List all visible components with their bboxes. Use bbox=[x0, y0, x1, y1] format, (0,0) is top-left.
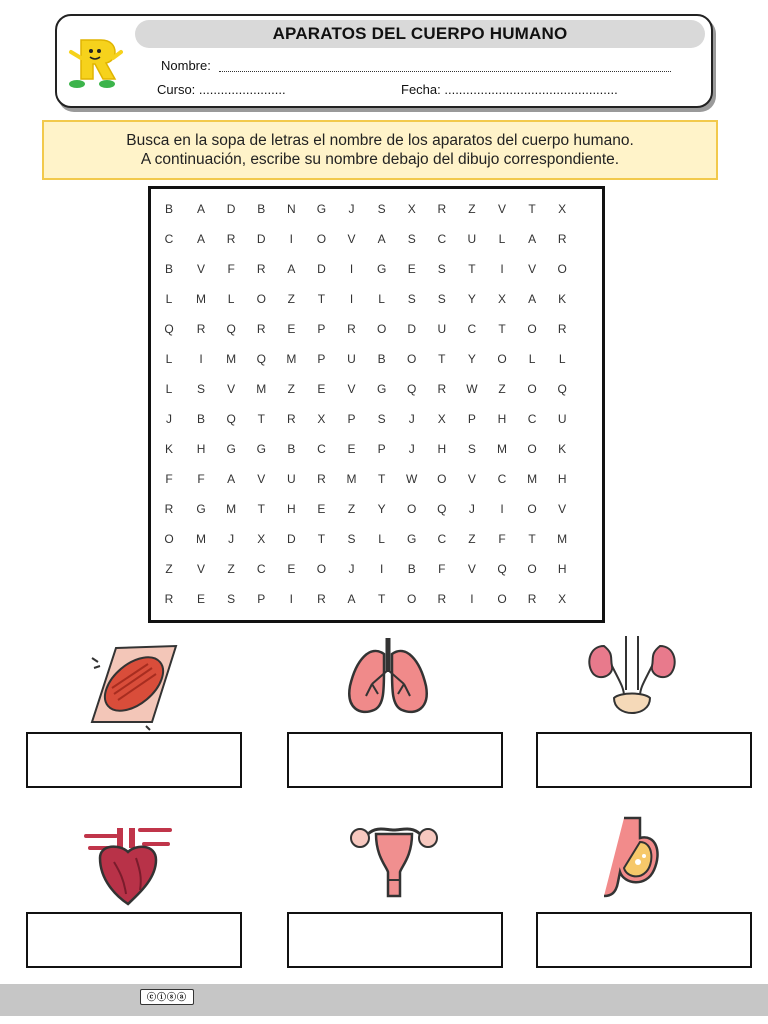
word-search-letter[interactable]: H bbox=[557, 562, 567, 576]
word-search-letter[interactable]: G bbox=[196, 502, 206, 516]
kidneys-bladder-icon bbox=[584, 632, 680, 728]
word-search-letter[interactable]: B bbox=[197, 412, 206, 426]
word-search-letter[interactable]: M bbox=[496, 442, 507, 456]
word-search-letter[interactable]: F bbox=[165, 472, 173, 486]
word-search-grid bbox=[152, 194, 604, 614]
word-search-letter[interactable]: J bbox=[228, 532, 235, 546]
word-search-letter[interactable]: X bbox=[407, 202, 416, 216]
word-search-letter[interactable]: T bbox=[377, 592, 386, 606]
word-search-letter[interactable]: R bbox=[196, 322, 206, 336]
word-search-letter[interactable]: O bbox=[527, 502, 537, 516]
word-search-letter[interactable]: L bbox=[227, 292, 235, 306]
word-search-letter[interactable]: T bbox=[468, 262, 476, 276]
word-search-letter[interactable]: P bbox=[317, 322, 326, 336]
word-search-letter[interactable]: C bbox=[467, 322, 477, 336]
stomach-icon bbox=[596, 812, 692, 908]
word-search-letter[interactable]: K bbox=[558, 292, 567, 306]
word-search-letter[interactable]: B bbox=[164, 202, 173, 216]
word-search-letter[interactable]: A bbox=[528, 232, 537, 246]
word-search-letter[interactable]: W bbox=[406, 472, 418, 486]
word-search-row bbox=[152, 554, 604, 584]
word-search-letter[interactable]: S bbox=[377, 202, 386, 216]
word-search-letter[interactable]: L bbox=[378, 532, 385, 546]
word-search-row bbox=[152, 464, 604, 494]
word-search-letter[interactable]: L bbox=[528, 352, 536, 366]
word-search-letter[interactable]: C bbox=[164, 232, 174, 246]
word-search-letter[interactable]: G bbox=[256, 442, 266, 456]
word-search-letter[interactable]: X bbox=[437, 412, 446, 426]
word-search-letter[interactable]: M bbox=[226, 502, 237, 516]
word-search-row bbox=[152, 374, 604, 404]
word-search-row bbox=[152, 254, 604, 284]
word-search-letter[interactable]: R bbox=[437, 592, 447, 606]
word-search-letter[interactable]: S bbox=[407, 292, 416, 306]
heart-icon bbox=[80, 818, 176, 914]
word-search-letter[interactable]: A bbox=[197, 202, 206, 216]
word-search-letter[interactable]: Z bbox=[347, 502, 356, 516]
word-search-letter[interactable]: Z bbox=[227, 562, 235, 576]
word-search-letter[interactable]: E bbox=[287, 562, 296, 576]
word-search-row bbox=[152, 314, 604, 344]
word-search-letter[interactable]: R bbox=[317, 472, 326, 486]
word-search-letter[interactable]: M bbox=[196, 532, 207, 546]
word-search-letter[interactable]: N bbox=[286, 202, 296, 216]
word-search-row bbox=[152, 284, 604, 314]
word-search-letter[interactable]: S bbox=[437, 262, 446, 276]
header-card bbox=[55, 14, 713, 108]
word-search-letter[interactable]: Z bbox=[287, 382, 295, 396]
word-search-letter[interactable]: T bbox=[257, 502, 265, 516]
word-search-letter[interactable]: Z bbox=[287, 292, 295, 306]
word-search-letter[interactable]: S bbox=[407, 232, 416, 246]
word-search-letter[interactable]: B bbox=[257, 202, 266, 216]
word-search-letter[interactable]: O bbox=[437, 472, 447, 486]
word-search-letter[interactable]: C bbox=[497, 472, 507, 486]
word-search-letter[interactable]: F bbox=[438, 562, 446, 576]
word-search-letter[interactable]: G bbox=[376, 262, 387, 276]
word-search-letter[interactable]: C bbox=[437, 532, 447, 546]
word-search-letter[interactable]: S bbox=[377, 412, 386, 426]
word-search-letter[interactable]: O bbox=[557, 262, 567, 276]
word-search-letter[interactable]: Z bbox=[468, 532, 476, 546]
word-search-letter[interactable]: T bbox=[498, 322, 506, 336]
muscle-icon bbox=[86, 638, 182, 734]
word-search-letter[interactable]: T bbox=[317, 532, 326, 546]
word-search-letter[interactable]: C bbox=[317, 442, 326, 456]
word-search-letter[interactable]: U bbox=[557, 412, 567, 426]
word-search-letter[interactable]: G bbox=[316, 202, 327, 216]
word-search-letter[interactable]: I bbox=[500, 502, 504, 516]
word-search-letter[interactable]: R bbox=[317, 592, 326, 606]
word-search-letter[interactable]: J bbox=[408, 442, 415, 456]
word-search-letter[interactable]: O bbox=[497, 352, 507, 366]
word-search-letter[interactable]: R bbox=[347, 322, 356, 336]
word-search-letter[interactable]: T bbox=[528, 202, 536, 216]
word-search-letter[interactable]: O bbox=[316, 562, 327, 576]
word-search-letter[interactable]: E bbox=[287, 322, 296, 336]
word-search-letter[interactable]: R bbox=[527, 592, 537, 606]
word-search-letter[interactable]: D bbox=[286, 532, 296, 546]
word-search-letter[interactable]: I bbox=[349, 262, 354, 276]
word-search-letter[interactable]: S bbox=[437, 292, 446, 306]
word-search-letter[interactable]: L bbox=[558, 352, 566, 366]
word-search-letter[interactable]: O bbox=[407, 592, 417, 606]
word-search-letter[interactable]: Q bbox=[226, 412, 236, 426]
word-search-letter[interactable]: Q bbox=[407, 382, 417, 396]
word-search-letter[interactable]: Q bbox=[497, 562, 507, 576]
word-search-letter[interactable]: Q bbox=[256, 352, 266, 366]
word-search-letter[interactable]: U bbox=[286, 472, 296, 486]
instruction-line-1: Busca en la sopa de letras el nombre de los aparatos del cuerpo humano. bbox=[126, 132, 634, 149]
word-search-letter[interactable]: S bbox=[467, 442, 476, 456]
word-search-letter[interactable]: C bbox=[256, 562, 266, 576]
word-search-letter[interactable]: T bbox=[377, 472, 386, 486]
word-search-letter[interactable]: I bbox=[379, 562, 384, 576]
word-search-letter[interactable]: Z bbox=[468, 202, 476, 216]
word-search-letter[interactable]: A bbox=[377, 232, 386, 246]
word-search-letter[interactable]: R bbox=[164, 502, 174, 516]
word-search-letter[interactable]: A bbox=[528, 292, 537, 306]
word-search-letter[interactable]: O bbox=[527, 382, 537, 396]
word-search-letter[interactable]: F bbox=[498, 532, 506, 546]
word-search-letter[interactable]: R bbox=[437, 202, 447, 216]
word-search-letter[interactable]: A bbox=[347, 592, 356, 606]
word-search-letter[interactable]: T bbox=[528, 532, 536, 546]
word-search-letter[interactable]: U bbox=[467, 232, 477, 246]
word-search-letter[interactable]: Y bbox=[377, 502, 386, 516]
word-search-row bbox=[152, 434, 604, 464]
instruction-line-2: A continuación, escribe su nombre debajo del dibujo correspondiente. bbox=[140, 151, 620, 168]
word-search-letter[interactable]: D bbox=[256, 232, 266, 246]
word-search-letter[interactable]: C bbox=[527, 412, 537, 426]
word-search-letter[interactable]: B bbox=[407, 562, 416, 576]
word-search-letter[interactable]: Q bbox=[557, 382, 567, 396]
word-search-letter[interactable]: O bbox=[497, 592, 507, 606]
word-search-letter[interactable]: Q bbox=[164, 322, 174, 336]
word-search-row bbox=[152, 494, 604, 524]
word-search-letter[interactable]: R bbox=[164, 592, 174, 606]
word-search-letter[interactable]: O bbox=[376, 322, 387, 336]
word-search-letter[interactable]: V bbox=[197, 562, 206, 576]
worksheet-title: APARATOS DEL CUERPO HUMANO bbox=[135, 20, 705, 48]
word-search-letter[interactable]: P bbox=[347, 412, 356, 426]
word-search-letter[interactable]: V bbox=[347, 382, 356, 396]
word-search-row bbox=[152, 524, 604, 554]
word-search-letter[interactable]: R bbox=[286, 412, 296, 426]
word-search-letter[interactable]: I bbox=[500, 262, 504, 276]
word-search-letter[interactable]: S bbox=[227, 592, 236, 606]
word-search-letter[interactable]: M bbox=[226, 352, 237, 366]
date-field[interactable]: Fecha: ................................................ bbox=[401, 82, 618, 97]
cc-license-icon: ⓒⓘⓢⓐ bbox=[140, 989, 194, 1005]
word-search-letter[interactable]: Q bbox=[437, 502, 447, 516]
word-search-letter[interactable]: Z bbox=[165, 562, 173, 576]
name-field[interactable] bbox=[219, 61, 671, 72]
word-search-letter[interactable]: B bbox=[377, 352, 386, 366]
word-search-letter[interactable]: G bbox=[226, 442, 236, 456]
word-search-letter[interactable]: R bbox=[256, 322, 266, 336]
word-search-letter[interactable]: O bbox=[316, 232, 327, 246]
word-search-letter[interactable]: L bbox=[165, 352, 173, 366]
word-search-letter[interactable]: V bbox=[497, 202, 506, 216]
word-search-letter[interactable]: T bbox=[438, 352, 446, 366]
word-search-letter[interactable]: R bbox=[256, 262, 266, 276]
word-search-letter[interactable]: A bbox=[197, 232, 206, 246]
answer-box-stomach[interactable] bbox=[536, 912, 752, 968]
word-search-letter[interactable]: B bbox=[164, 262, 173, 276]
word-search-letter[interactable]: S bbox=[197, 382, 206, 396]
word-search-letter[interactable]: P bbox=[467, 412, 476, 426]
word-search-letter[interactable]: F bbox=[197, 472, 205, 486]
word-search-letter[interactable]: E bbox=[317, 502, 326, 516]
word-search-letter[interactable]: M bbox=[256, 382, 267, 396]
word-search-letter[interactable]: I bbox=[289, 232, 293, 246]
word-search-letter[interactable]: J bbox=[348, 202, 355, 216]
answer-box-lungs[interactable] bbox=[287, 732, 503, 788]
word-search-letter[interactable]: U bbox=[347, 352, 356, 366]
word-search-letter[interactable]: S bbox=[347, 532, 356, 546]
word-search-row bbox=[152, 584, 604, 614]
word-search-letter[interactable]: X bbox=[257, 532, 266, 546]
word-search-letter[interactable]: Q bbox=[226, 322, 236, 336]
mascot-logo-icon bbox=[63, 32, 123, 96]
word-search-letter[interactable]: V bbox=[197, 262, 206, 276]
word-search-letter[interactable]: I bbox=[289, 592, 293, 606]
word-search-letter[interactable]: Y bbox=[467, 352, 476, 366]
word-search-letter[interactable]: E bbox=[347, 442, 356, 456]
word-search-letter[interactable]: M bbox=[196, 292, 207, 306]
word-search-letter[interactable]: C bbox=[437, 232, 447, 246]
word-search-letter[interactable]: P bbox=[377, 442, 386, 456]
word-search-letter[interactable]: M bbox=[527, 472, 538, 486]
word-search-letter[interactable]: R bbox=[557, 232, 567, 246]
word-search-letter[interactable]: E bbox=[197, 592, 206, 606]
word-search-letter[interactable]: J bbox=[166, 412, 172, 426]
word-search-letter[interactable]: A bbox=[287, 262, 296, 276]
word-search-letter[interactable]: X bbox=[558, 202, 567, 216]
word-search-letter[interactable]: T bbox=[257, 412, 265, 426]
word-search-letter[interactable]: H bbox=[557, 472, 567, 486]
word-search-letter[interactable]: V bbox=[347, 232, 356, 246]
instruction-box bbox=[42, 120, 718, 180]
answer-box-uterus[interactable] bbox=[287, 912, 503, 968]
word-search-letter[interactable]: H bbox=[497, 412, 507, 426]
word-search-letter[interactable]: W bbox=[466, 382, 478, 396]
word-search-letter[interactable]: J bbox=[348, 562, 355, 576]
word-search-letter[interactable]: V bbox=[257, 472, 266, 486]
word-search-letter[interactable]: P bbox=[257, 592, 266, 606]
word-search-letter[interactable]: L bbox=[498, 232, 506, 246]
word-search-letter[interactable]: L bbox=[165, 292, 173, 306]
word-search-letter[interactable]: E bbox=[317, 382, 326, 396]
word-search-letter[interactable]: V bbox=[467, 472, 476, 486]
word-search-letter[interactable]: L bbox=[165, 382, 173, 396]
word-search-letter[interactable]: K bbox=[164, 442, 173, 456]
word-search-letter[interactable]: U bbox=[437, 322, 447, 336]
word-search-letter[interactable]: D bbox=[226, 202, 236, 216]
word-search-letter[interactable]: X bbox=[558, 592, 567, 606]
word-search-letter[interactable]: I bbox=[349, 292, 354, 306]
word-search-letter[interactable]: K bbox=[558, 442, 567, 456]
word-search-letter[interactable]: M bbox=[346, 472, 357, 486]
word-search-row bbox=[152, 404, 604, 434]
word-search-letter[interactable]: O bbox=[527, 322, 537, 336]
word-search-letter[interactable]: I bbox=[470, 592, 474, 606]
word-search-letter[interactable]: O bbox=[527, 562, 537, 576]
word-search-row bbox=[152, 194, 604, 224]
word-search-letter[interactable]: X bbox=[497, 292, 506, 306]
word-search-letter[interactable]: O bbox=[527, 442, 537, 456]
word-search-letter[interactable]: V bbox=[528, 262, 537, 276]
uterus-icon bbox=[346, 816, 442, 912]
answer-box-muscle[interactable] bbox=[26, 732, 242, 788]
word-search-letter[interactable]: Z bbox=[498, 382, 506, 396]
word-search-letter[interactable]: R bbox=[557, 322, 567, 336]
word-search-letter[interactable]: V bbox=[558, 502, 567, 516]
course-field[interactable]: Curso: ........................ bbox=[157, 82, 286, 97]
word-search-letter[interactable]: O bbox=[407, 352, 417, 366]
word-search-letter[interactable]: P bbox=[317, 352, 326, 366]
word-search-letter[interactable]: R bbox=[437, 382, 447, 396]
word-search-letter[interactable]: T bbox=[317, 292, 326, 306]
word-search-letter[interactable]: J bbox=[408, 412, 415, 426]
word-search-letter[interactable]: G bbox=[407, 532, 417, 546]
word-search-letter[interactable]: D bbox=[317, 262, 326, 276]
word-search-letter[interactable]: X bbox=[317, 412, 326, 426]
word-search-letter[interactable]: M bbox=[286, 352, 297, 366]
word-search-letter[interactable]: R bbox=[226, 232, 236, 246]
name-label: Nombre: bbox=[161, 58, 211, 73]
word-search-letter[interactable]: B bbox=[287, 442, 296, 456]
word-search-letter[interactable]: J bbox=[468, 502, 475, 516]
word-search-letter[interactable]: O bbox=[164, 532, 174, 546]
word-search-letter[interactable]: V bbox=[227, 382, 236, 396]
word-search-letter[interactable]: Y bbox=[467, 292, 476, 306]
word-search-letter[interactable]: I bbox=[199, 352, 203, 366]
word-search-letter[interactable]: D bbox=[407, 322, 417, 336]
word-search-row bbox=[152, 224, 604, 254]
word-search-letter[interactable]: L bbox=[378, 292, 385, 306]
word-search-row bbox=[152, 344, 604, 374]
answer-box-heart[interactable] bbox=[26, 912, 242, 968]
word-search-letter[interactable]: M bbox=[557, 532, 568, 546]
word-search-letter[interactable]: O bbox=[256, 292, 266, 306]
word-search-letter[interactable]: F bbox=[227, 262, 235, 276]
word-search-letter[interactable]: V bbox=[467, 562, 476, 576]
word-search-letter[interactable]: H bbox=[286, 502, 296, 516]
lungs-icon bbox=[340, 630, 436, 726]
word-search-letter[interactable]: O bbox=[407, 502, 417, 516]
word-search-letter[interactable]: H bbox=[437, 442, 447, 456]
word-search-letter[interactable]: G bbox=[376, 382, 387, 396]
word-search-letter[interactable]: A bbox=[227, 472, 236, 486]
answer-box-kidneys[interactable] bbox=[536, 732, 752, 788]
footer-bar bbox=[0, 984, 768, 1016]
word-search-letter[interactable]: E bbox=[407, 262, 416, 276]
word-search-letter[interactable]: H bbox=[196, 442, 206, 456]
